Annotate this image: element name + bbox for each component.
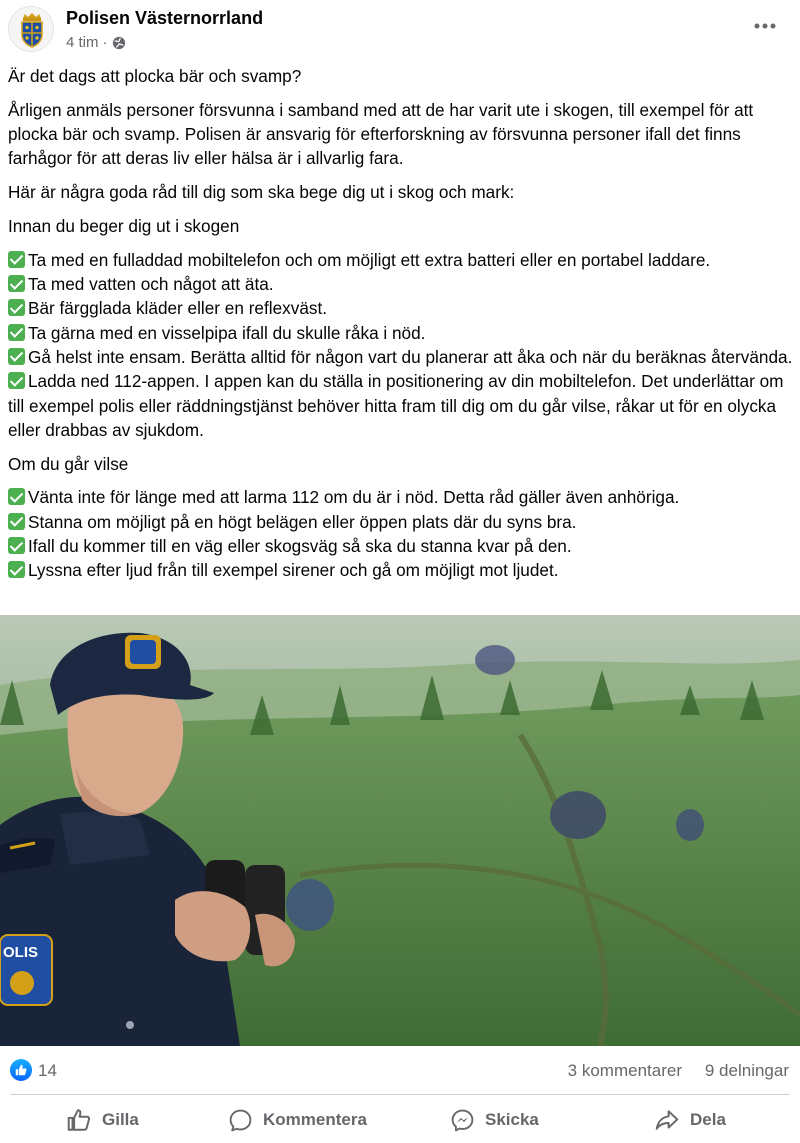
like-count[interactable]: 14 bbox=[38, 1061, 57, 1080]
check-mark-icon bbox=[8, 488, 25, 505]
post-meta bbox=[66, 34, 126, 51]
list-item: Gå helst inte ensam. Berätta alltid för någon vart du planerar att åka och när du beräknas återvända. bbox=[8, 345, 794, 369]
meta-separator: · bbox=[102, 34, 108, 51]
post-text bbox=[8, 64, 794, 592]
like-button[interactable] bbox=[66, 1106, 139, 1134]
share-label: Dela bbox=[690, 1110, 726, 1129]
check-mark-icon bbox=[8, 251, 25, 268]
list-item: Bär färgglada kläder eller en reflexväst. bbox=[8, 296, 794, 320]
check-mark-icon bbox=[8, 537, 25, 554]
reactions-row bbox=[0, 1046, 800, 1094]
check-mark-icon bbox=[8, 275, 25, 292]
like-label: Gilla bbox=[102, 1110, 139, 1129]
post-body: Årligen anmäls personer försvunna i samband med att de har varit ute i skogen, till exempel för att plocka bär och svamp. Polisen är ansvarig för efterforskning av försvunna personer ifall det finns farhågor för att deras liv eller hälsa är i allvarlig fara. bbox=[8, 99, 754, 169]
check-mark-icon bbox=[8, 348, 25, 365]
list-item: Lyssna efter ljud från till exempel sirener och gå om möjligt mot ljudet. bbox=[8, 558, 794, 582]
post-photo[interactable] bbox=[0, 615, 800, 1046]
divider bbox=[10, 1094, 790, 1095]
page-name[interactable]: Polisen Västernorrland bbox=[66, 8, 264, 28]
thumbs-up-icon bbox=[66, 1107, 92, 1133]
more-options-button[interactable] bbox=[750, 14, 780, 38]
comment-button[interactable] bbox=[228, 1106, 367, 1134]
post-time[interactable]: 4 tim bbox=[66, 34, 99, 51]
svg-text:OLIS: OLIS bbox=[3, 944, 39, 961]
shares-count[interactable]: 9 delningar bbox=[704, 1061, 789, 1080]
check-mark-icon bbox=[8, 513, 25, 530]
share-arrow-icon bbox=[654, 1107, 680, 1133]
police-emblem-icon bbox=[9, 7, 54, 52]
send-button[interactable] bbox=[450, 1106, 539, 1134]
thumbs-up-icon bbox=[15, 1064, 27, 1076]
check-mark-icon bbox=[8, 372, 25, 389]
list-item: Ta med vatten och något att äta. bbox=[8, 272, 794, 296]
list-item: Ta med en fulladdad mobiltelefon och om möjligt ett extra batteri eller en portabel laddare. bbox=[8, 248, 794, 272]
check-mark-icon bbox=[8, 299, 25, 316]
messenger-icon bbox=[450, 1108, 475, 1133]
before-list bbox=[8, 248, 794, 442]
comments-count[interactable]: 3 kommentarer bbox=[567, 1061, 682, 1080]
comment-bubble-icon bbox=[228, 1108, 253, 1133]
check-mark-icon bbox=[8, 324, 25, 341]
post-header bbox=[0, 0, 800, 64]
list-item: Ladda ned 112-appen. I appen kan du ställa in positionering av din mobiltelefon. Det underlättar om till exempel polis eller räddningstjänst behöver hitta fram till dig om du går vilse, råkar ut för en olycka eller drabbas av sjukdom. bbox=[8, 371, 784, 440]
more-dots-icon bbox=[754, 23, 776, 29]
page-avatar[interactable] bbox=[8, 6, 54, 52]
check-mark-icon bbox=[8, 561, 25, 578]
globe-icon[interactable] bbox=[112, 36, 126, 50]
police-officer-with-binoculars-forest-photo bbox=[0, 615, 800, 1046]
advice-heading: Här är några goda råd till dig som ska bege dig ut i skog och mark: bbox=[8, 182, 515, 203]
list-item: Ifall du kommer till en väg eller skogsväg så ska du stanna kvar på den. bbox=[8, 534, 794, 558]
post-intro: Är det dags att plocka bär och svamp? bbox=[8, 66, 302, 86]
section-lost-heading: Om du går vilse bbox=[8, 453, 129, 474]
send-label: Skicka bbox=[485, 1110, 539, 1129]
share-button[interactable] bbox=[654, 1106, 726, 1134]
comment-label: Kommentera bbox=[263, 1110, 367, 1129]
action-bar bbox=[0, 1096, 800, 1143]
list-item: Stanna om möjligt på en högt belägen eller öppen plats där du syns bra. bbox=[8, 510, 794, 534]
like-reaction-icon[interactable] bbox=[10, 1059, 32, 1081]
section-before-heading: Innan du beger dig ut i skogen bbox=[8, 215, 240, 236]
lost-list bbox=[8, 485, 794, 582]
list-item: Vänta inte för länge med att larma 112 om du är i nöd. Detta råd gäller även anhöriga. bbox=[8, 485, 794, 509]
list-item: Ta gärna med en visselpipa ifall du skulle råka i nöd. bbox=[8, 321, 794, 345]
